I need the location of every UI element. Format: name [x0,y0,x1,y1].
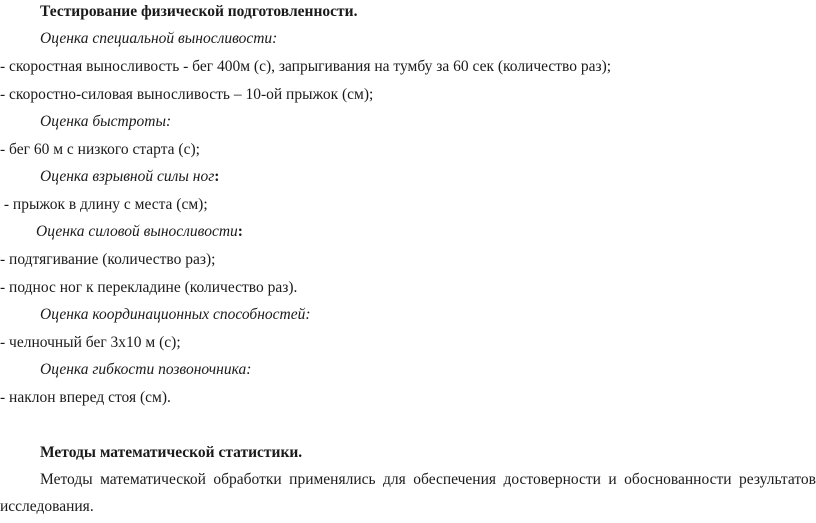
subheading-flexibility [40,360,251,380]
subheading-text: Оценка координационных способностей: [40,306,311,323]
paragraph-line: исследования. [0,498,94,515]
subheading-text: Оценка быстроты: [40,113,172,130]
subheading-text: Оценка силовой выносливости [36,223,238,240]
subheading-text: Оценка взрывной силы ног [40,168,215,185]
subheading-colon: : [237,223,243,240]
subheading-special-endurance [40,29,277,49]
heading-physical-testing: Тестирование физической подготовленности. [40,3,358,20]
subheading-explosive-strength [40,167,219,187]
subheading-speed [40,112,171,132]
subheading-colon: : [214,168,220,185]
subheading-text: Оценка гибкости позвоночника: [40,361,252,378]
paragraph-line: Методы математической обработки применялись для обеспечения достоверности и обоснованности результатов [40,471,816,488]
subheading-text: Оценка специальной выносливости: [40,30,278,47]
list-item: - подтягивание (количество раз); [0,251,216,268]
list-item: - скоростная выносливость - бег 400м (с), запрыгивания на тумбу за 60 сек (количество раз); [0,58,612,75]
list-item: - бег 60 м с низкого старта (с); [0,141,200,158]
list-item: - скоростно-силовая выносливость – 10-ой прыжок (см); [0,86,374,103]
subheading-strength-endurance [36,222,243,242]
subheading-coordination [40,305,311,325]
heading-math-statistics: Методы математической статистики. [40,444,303,461]
list-item: - прыжок в длину с места (см); [0,196,208,213]
list-item: - поднос ног к перекладине (количество раз). [0,279,298,296]
list-item: - челночный бег 3х10 м (с); [0,334,181,351]
list-item: - наклон вперед стоя (см). [0,389,171,406]
